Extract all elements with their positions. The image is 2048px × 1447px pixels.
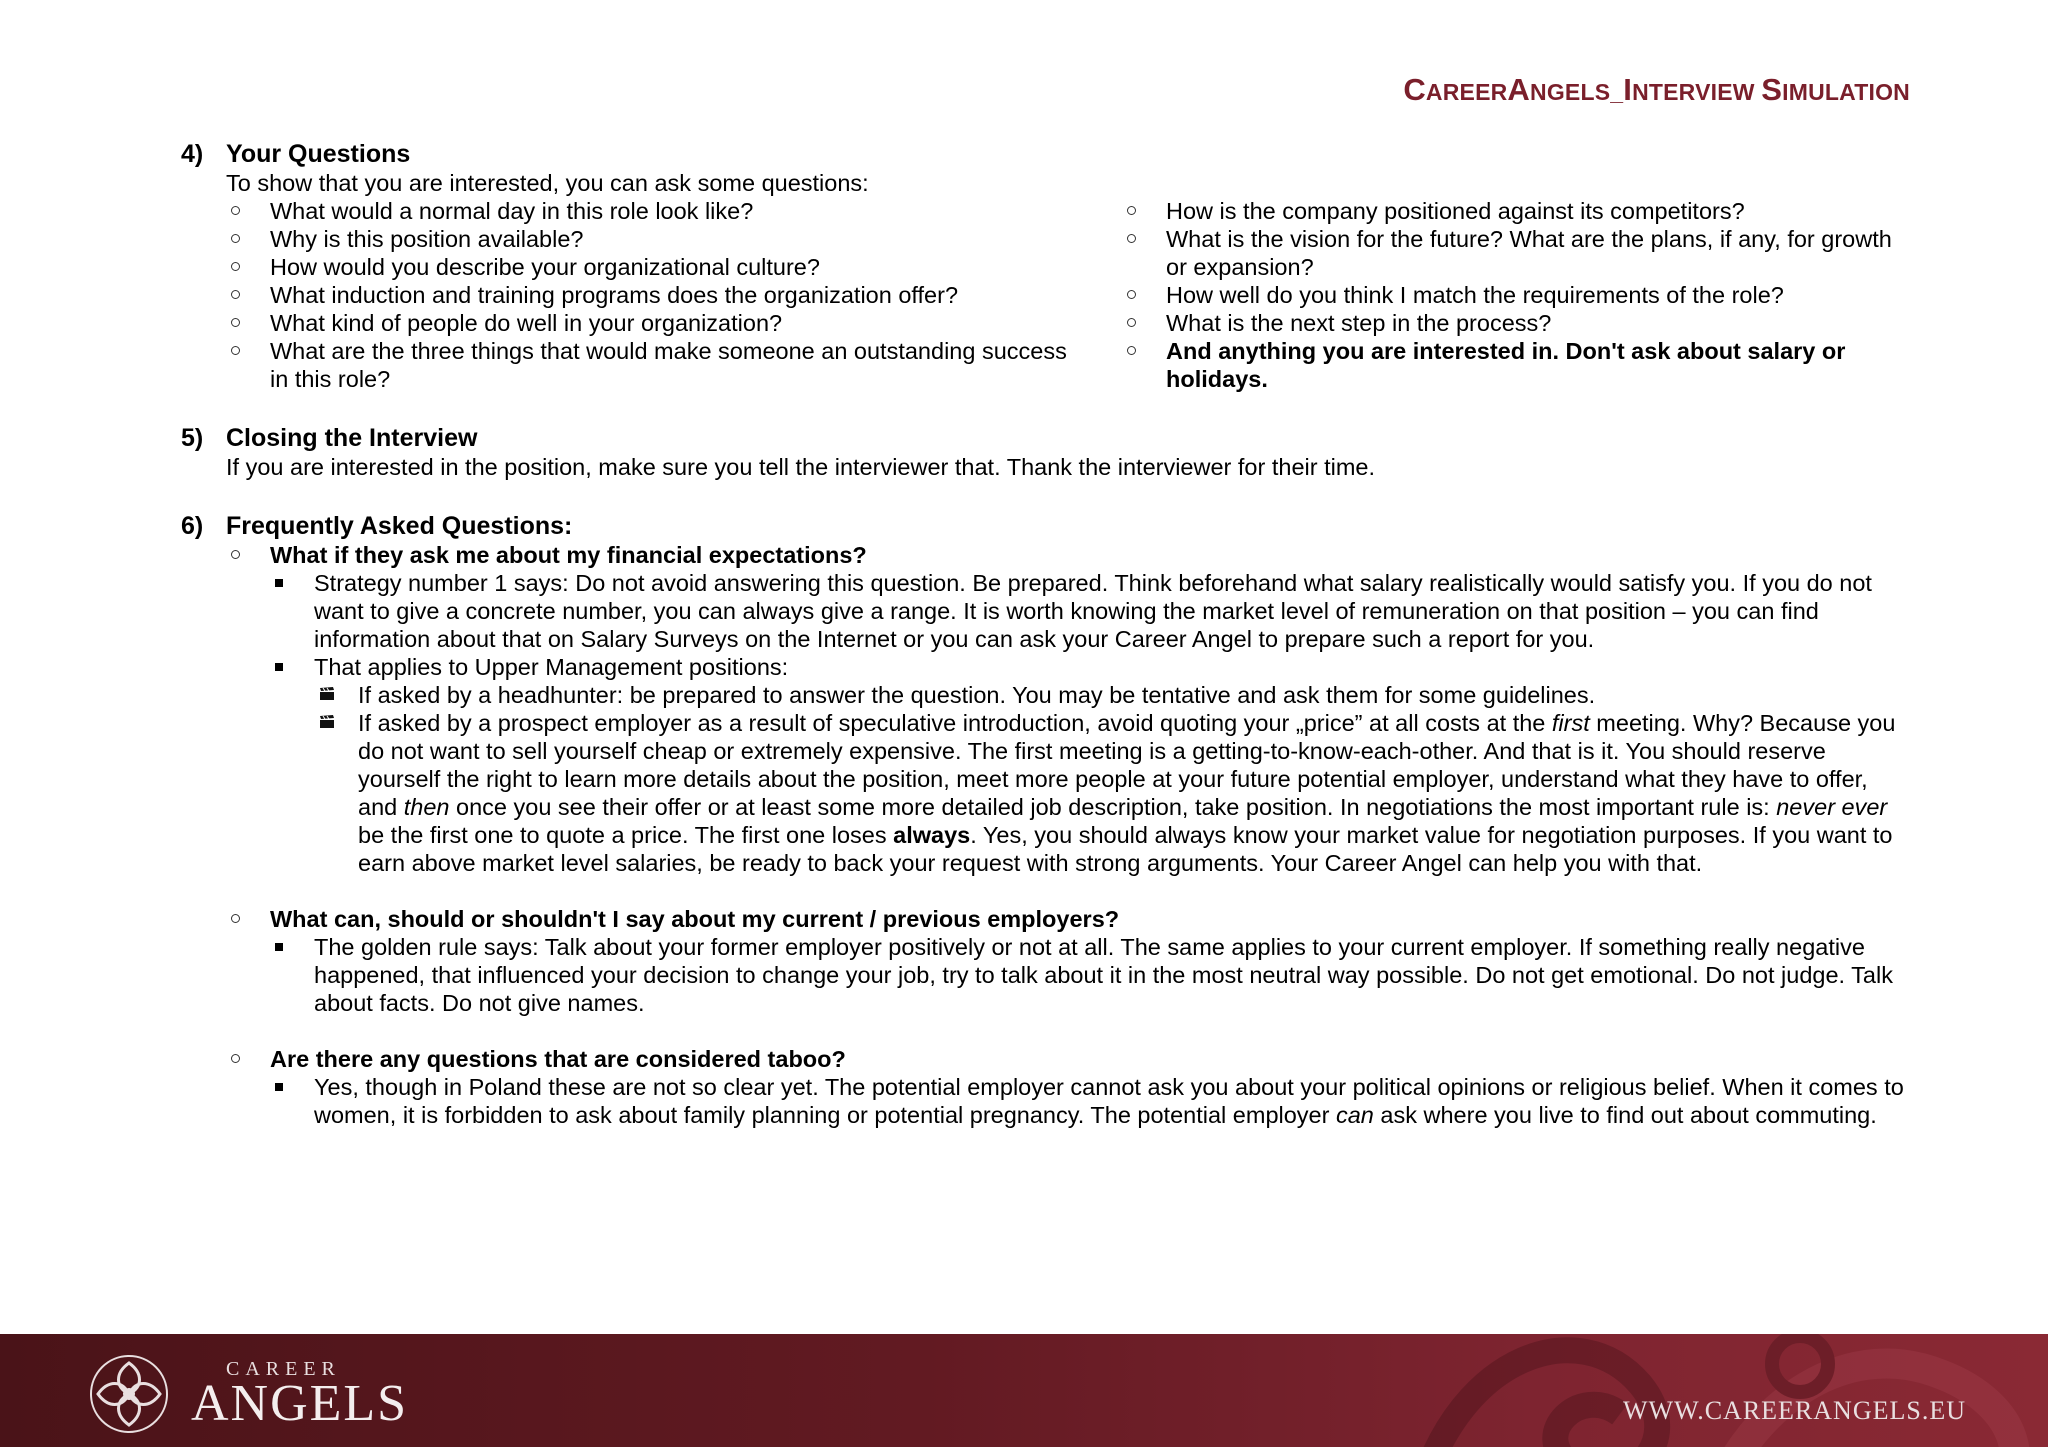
title-smallcaps: NGELS_ bbox=[1530, 79, 1624, 105]
list-item: What induction and training programs does the organization offer? bbox=[181, 281, 1085, 309]
section-intro: To show that you are interested, you can ask some questions: bbox=[226, 170, 869, 196]
clapperboard-icon bbox=[319, 687, 335, 701]
section-closing bbox=[181, 423, 1911, 481]
text-run: be the first one to quote a price. The first one loses bbox=[358, 822, 894, 848]
section-number: 4) bbox=[181, 140, 204, 168]
list-item: What is the next step in the process? bbox=[1085, 309, 1911, 337]
section-your-questions bbox=[181, 139, 1911, 393]
list-item: How is the company positioned against its competitors? bbox=[1085, 197, 1911, 225]
faq-taboo bbox=[181, 1045, 1911, 1129]
list-item: What would a normal day in this role look like? bbox=[181, 197, 1085, 225]
faq-question: Are there any questions that are considered taboo? bbox=[181, 1045, 1911, 1073]
section-text: If you are interested in the position, make sure you tell the interviewer that. Thank the interviewer for their time. bbox=[226, 454, 1376, 480]
title-letter: S bbox=[1761, 72, 1783, 107]
title-letter: C bbox=[1403, 72, 1426, 107]
faq-sub-answer bbox=[181, 681, 1911, 709]
document-title bbox=[1403, 72, 1910, 108]
section-title: Frequently Asked Questions: bbox=[226, 512, 573, 540]
title-smallcaps: AREER bbox=[1425, 79, 1508, 105]
document-body bbox=[181, 139, 1911, 1159]
section-number: 5) bbox=[181, 424, 204, 452]
text-run-italic: never ever bbox=[1776, 794, 1888, 820]
text-run-italic: can bbox=[1335, 1102, 1374, 1128]
text-run: If asked by a prospect employer as a result of speculative introduction, avoid quoting your „price” at all costs at the bbox=[358, 710, 1552, 736]
sub-answer-text: If asked by a headhunter: be prepared to answer the question. You may be tentative and ask them for some guidelines. bbox=[358, 682, 1596, 708]
footer-brand-small: CAREER bbox=[226, 1358, 341, 1380]
footer-banner bbox=[0, 1334, 2048, 1447]
title-letter: I bbox=[1623, 72, 1633, 107]
questions-columns bbox=[181, 197, 1911, 393]
questions-left-column bbox=[181, 197, 1085, 393]
faq-financial bbox=[181, 541, 1911, 877]
title-letter: A bbox=[1507, 72, 1531, 107]
title-smallcaps: IMULATION bbox=[1782, 79, 1910, 105]
text-run: once you see their offer or at least some more detailed job description, take position. In negotiations the most important rule is: bbox=[449, 794, 1777, 820]
faq-question: What if they ask me about my financial expectations? bbox=[181, 541, 1911, 569]
section-number: 6) bbox=[181, 512, 204, 540]
footer-website-url: WWW.CAREERANGELS.EU bbox=[1622, 1396, 1966, 1425]
section-heading bbox=[181, 139, 1911, 169]
clapperboard-icon bbox=[319, 715, 335, 729]
section-heading bbox=[181, 511, 1911, 541]
title-smallcaps: NTERVIEW bbox=[1632, 79, 1762, 105]
section-heading bbox=[181, 423, 1911, 453]
text-run: Yes, though in Poland these are not so clear yet. The potential employer cannot ask you about your political opinions or religious belief. When it comes to women, it is forbidden to ask about family planning or potential pregnancy. The potential employer bbox=[314, 1074, 1904, 1128]
list-item: How would you describe your organizational culture? bbox=[181, 253, 1085, 281]
text-run: . Yes, you should always know your market value for negotiation purposes. If you want to earn above market level salaries, be ready to back your request with strong arguments. Your Career Angel can help you with that. bbox=[358, 822, 1893, 876]
section-faq bbox=[181, 511, 1911, 1129]
list-item: What is the vision for the future? What are the plans, if any, for growth or expansion? bbox=[1085, 225, 1911, 281]
list-item: Why is this position available? bbox=[181, 225, 1085, 253]
text-run: ask where you live to find out about commuting. bbox=[1373, 1102, 1877, 1128]
faq-answer: The golden rule says: Talk about your former employer positively or not at all. The same applies to your current employer. If something really negative happened, that influenced your decision to change your job, try to talk about it in the most neutral way possible. Do not get emotional. Do not judge. Talk about facts. Do not give names. bbox=[181, 933, 1911, 1017]
questions-right-column bbox=[1085, 197, 1911, 393]
faq-sub-answer bbox=[181, 709, 1911, 877]
section-title: Closing the Interview bbox=[226, 424, 478, 452]
text-run-italic: then bbox=[403, 794, 450, 820]
text-run-bold: always bbox=[893, 822, 971, 848]
faq-answer: Strategy number 1 says: Do not avoid answering this question. Be prepared. Think beforehand what salary realistically would satisfy you. If you do not want to give a concrete number, you can always give a range. It is worth knowing the market level of remuneration on that position – you can find information about that on Salary Surveys on the Internet or you can ask your Career Angel to prepare such a report for you. bbox=[181, 569, 1911, 653]
footer-brand-name: ANGELS bbox=[191, 1375, 409, 1432]
list-item: And anything you are interested in. Don't ask about salary or holidays. bbox=[1085, 337, 1911, 393]
faq-answer bbox=[181, 1073, 1911, 1129]
decorative-swirl-icon bbox=[1380, 1334, 2048, 1447]
text-run-italic: first bbox=[1551, 710, 1590, 736]
faq-question: What can, should or shouldn't I say about my current / previous employers? bbox=[181, 905, 1911, 933]
faq-employers bbox=[181, 905, 1911, 1017]
section-title: Your Questions bbox=[226, 140, 411, 168]
career-angels-logo-icon bbox=[88, 1353, 170, 1435]
list-item: What are the three things that would make someone an outstanding success in this role? bbox=[181, 337, 1085, 393]
list-item: How well do you think I match the requirements of the role? bbox=[1085, 281, 1911, 309]
text-run: meeting. Why? Because you do not want to sell yourself cheap or extremely expensive. The first meeting is a getting-to-know-each-other. And that is it. You should reserve yourself the right to learn more details about the position, meet more people at your future potential employer, understand what they have to offer, and bbox=[358, 710, 1896, 820]
list-item: What kind of people do well in your organization? bbox=[181, 309, 1085, 337]
faq-answer: That applies to Upper Management positions: bbox=[181, 653, 1911, 681]
